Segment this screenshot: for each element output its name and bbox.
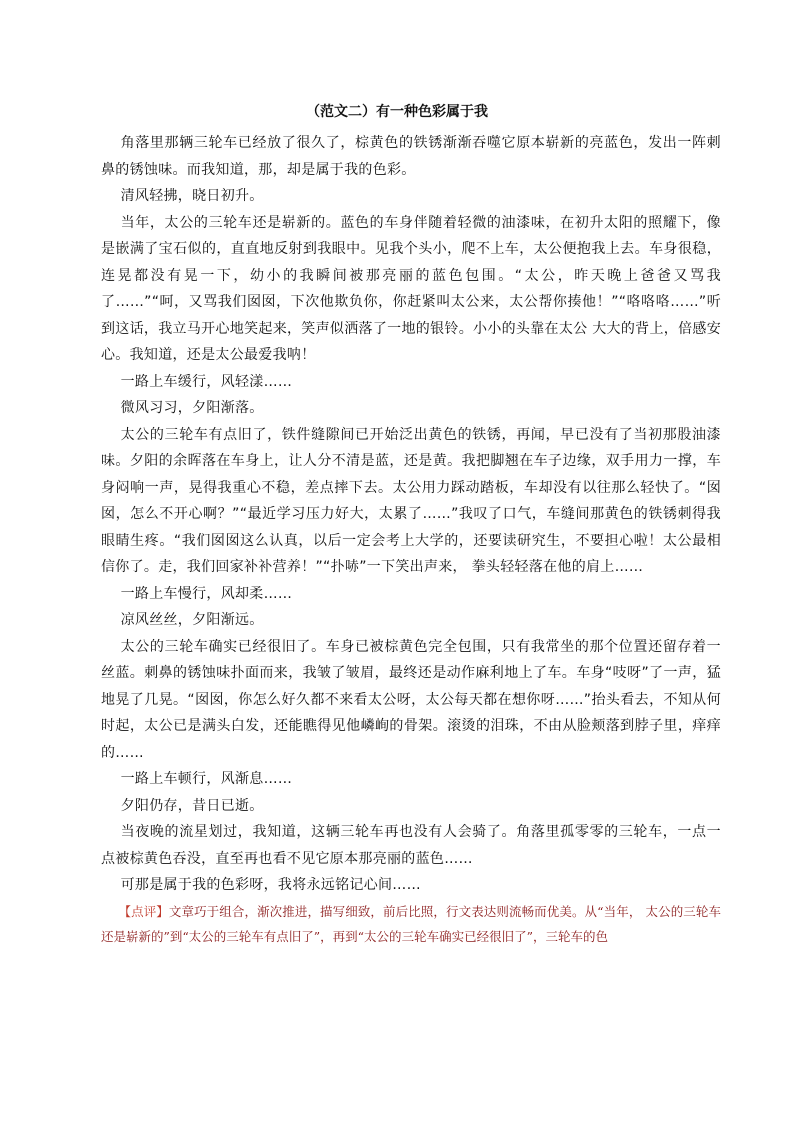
- paragraph: 凉风丝丝，夕阳渐远。: [120, 612, 264, 628]
- paragraph: 当夜晚的流星划过，我知道，这辆三轮车再也没有人会骑了。角落里孤零零的三轮车，一点一点被棕黄色吞没，直至再也看不见它原本那亮丽的蓝色……: [101, 824, 721, 867]
- paragraph: 微风习习，夕阳渐落。: [120, 400, 264, 416]
- paragraph: 可那是属于我的色彩呀，我将永远铭记心间……: [120, 877, 421, 893]
- paragraph: 太公的三轮车有点旧了，铁件缝隙间已开始泛出黄色的铁锈，再闻，早已没有了当初那股油漆味。夕阳的余晖落在车身上，让人分不清是蓝，还是黄。我把脚翘在车子边缘，双手用力一撑，车身闷响一声，晃得我重心不稳，差点摔下去。太公用力踩动踏板，车却没有以往那么轻快了。“囡囡，怎么不开心啊？”“最近学习压力好大，太累了……”我叹了口气，车缝间那黄色的铁锈刺得我眼睛生疼。“我们囡囡这么认真，以后一定会考上大学的，还要读研究生，不要担心啦！太公最相信你了。走，我们回家补补营养！”“扑哧”一下笑出声来， 拳头轻轻落在他的肩上……: [101, 426, 721, 575]
- paragraph: 角落里那辆三轮车已经放了很久了，棕黄色的铁锈渐渐吞噬它原本崭新的亮蓝色，发出一阵刺鼻的锈蚀味。而我知道，那，却是属于我的色彩。: [101, 135, 721, 178]
- paragraph: 一路上车缓行，风轻漾……: [120, 373, 293, 390]
- essay-title: （范文二）有一种色彩属于我: [306, 104, 488, 120]
- paragraph: 一路上车顿行，风渐息……: [120, 771, 293, 787]
- paragraph: 清风轻拂，晓日初升。: [120, 188, 264, 204]
- comment-tag: 【点评】: [118, 903, 169, 919]
- comment-text: 文章巧于组合，渐次推进，描写细致，前后比照，行文表达则流畅而优美。从“当年， 太公的三轮车还是崭新的”到“太公的三轮车有点旧了”，再到“太公的三轮车确实已经很旧了”，三轮车的色: [101, 903, 721, 944]
- paragraph: 太公的三轮车确实已经很旧了。车身已被棕黄色完全包围，只有我常坐的那个位置还留存着一丝蓝。刺鼻的锈蚀味扑面而来，我皱了皱眉，最终还是动作麻利地上了车。车身“吱呀”了一声，猛地晃了几晃。“囡囡，你怎么好久都不来看太公呀，太公每天都在想你呀……”抬头看去，不知从何时起，太公已是满头白发，还能瞧得见他嶙峋的骨架。滚烫的泪珠，不由从脸颊落到脖子里，痒痒的……: [101, 638, 721, 761]
- essay-body: [101, 130, 721, 949]
- paragraph: 当年，太公的三轮车还是崭新的。蓝色的车身伴随着轻微的油漆味，在初升太阳的照耀下，像是嵌满了宝石似的，直直地反射到我眼中。见我个头小，爬不上车，太公便抱我上去。车身很稳，连晃都没有晃一下，幼小的我瞬间被那亮丽的蓝色包围。“太公，昨天晚上爸爸又骂我了……”“呵，又骂我们囡囡，下次他欺负你，你赶紧叫太公来，太公帮你揍他！”“咯咯咯……”听到这话，我立马开心地笑起来，笑声似洒落了一地的银铃。小小的头靠在太公 大大的背上，倍感安心。我知道，还是太公最爱我呐！: [101, 214, 721, 363]
- paragraph: 夕阳仍存，昔日已逝。: [120, 797, 264, 814]
- teacher-comment: [101, 899, 721, 949]
- paragraph: 一路上车慢行，风却柔……: [120, 585, 293, 602]
